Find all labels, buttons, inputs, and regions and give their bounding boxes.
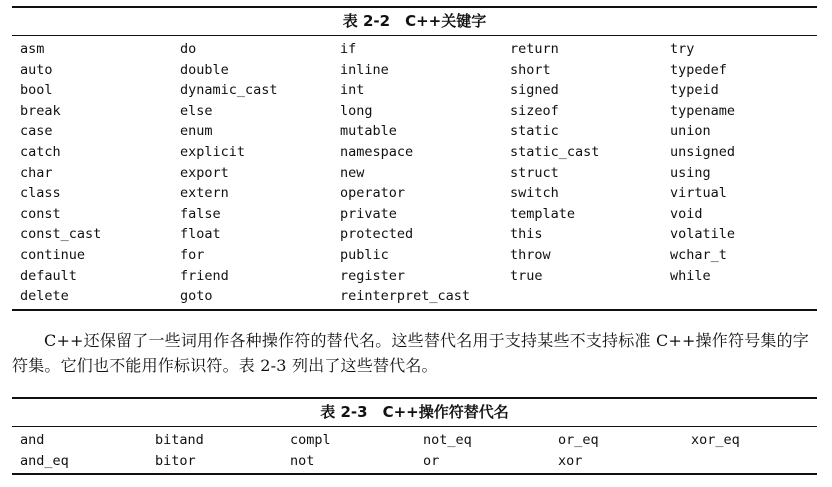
operator-name-cell: bitor <box>155 452 196 469</box>
operator-name-cell: and_eq <box>20 452 69 469</box>
keyword-cell: long <box>340 102 373 119</box>
operator-name-cell: not_eq <box>423 432 472 448</box>
keyword-cell: void <box>670 205 703 222</box>
keyword-cell: register <box>340 267 406 284</box>
keyword-cell <box>502 286 662 307</box>
keyword-cell: bool <box>20 82 53 99</box>
keyword-cell: volatile <box>670 226 736 243</box>
keyword-cell: float <box>180 226 221 243</box>
operator-name-cell: compl <box>290 432 331 448</box>
operator-name-cell: or <box>423 452 440 469</box>
keyword-cell: typename <box>670 102 736 119</box>
keyword-cell: goto <box>180 288 213 305</box>
keyword-cell: static_cast <box>510 143 600 160</box>
operator-name-cell <box>683 451 817 472</box>
operator-alternatives-table <box>12 397 817 475</box>
keyword-cell: auto <box>20 61 53 78</box>
keyword-cell: asm <box>20 41 45 57</box>
keywords-table-caption: 表 2-2 C++关键字 <box>12 8 817 36</box>
keyword-cell: class <box>20 185 61 202</box>
keyword-cell: namespace <box>340 143 414 160</box>
keyword-cell: case <box>20 123 53 140</box>
keyword-cell: typeid <box>670 82 719 99</box>
keyword-cell: short <box>510 61 551 78</box>
operator-name-cell: xor <box>558 452 583 469</box>
keyword-cell: struct <box>510 164 559 181</box>
keyword-cell: inline <box>340 61 389 78</box>
keyword-cell: throw <box>510 246 551 263</box>
keyword-cell: delete <box>20 288 69 305</box>
keyword-cell: if <box>340 41 357 57</box>
keyword-cell: break <box>20 102 61 119</box>
keyword-cell: typedef <box>670 61 727 78</box>
keyword-cell: const <box>20 205 61 222</box>
operator-alternatives-grid <box>12 427 817 473</box>
keyword-cell: do <box>180 41 197 57</box>
keyword-cell: true <box>510 267 543 284</box>
keyword-cell: for <box>180 246 205 263</box>
operator-name-cell: bitand <box>155 432 204 448</box>
keyword-cell: extern <box>180 185 229 202</box>
keyword-cell: dynamic_cast <box>180 82 278 99</box>
keyword-cell: new <box>340 164 365 181</box>
body-paragraph: C++还保留了一些词用作各种操作符的替代名。这些替代名用于支持某些不支持标准 C++操作符号集的字符集。它们也不能用作标识符。表 2-3 列出了这些替代名。 <box>12 331 809 375</box>
keyword-cell <box>662 286 817 307</box>
keywords-table <box>12 6 817 311</box>
keyword-cell: virtual <box>670 185 727 202</box>
keyword-cell: union <box>670 123 711 140</box>
keyword-cell: reinterpret_cast <box>340 288 471 305</box>
keyword-cell: while <box>670 267 711 284</box>
keyword-cell: unsigned <box>670 143 736 160</box>
keyword-cell: default <box>20 267 77 284</box>
keyword-cell: enum <box>180 123 213 140</box>
keyword-cell: return <box>510 41 559 57</box>
keyword-cell: double <box>180 61 229 78</box>
keyword-cell: explicit <box>180 143 246 160</box>
keyword-cell: template <box>510 205 576 222</box>
keyword-cell: else <box>180 102 213 119</box>
operator-alternatives-caption: 表 2-3 C++操作符替代名 <box>12 399 817 427</box>
operator-name-cell: xor_eq <box>691 432 740 448</box>
keyword-cell: wchar_t <box>670 246 727 263</box>
keyword-cell: protected <box>340 226 414 243</box>
keyword-cell: signed <box>510 82 559 99</box>
keyword-cell: mutable <box>340 123 397 140</box>
keyword-cell: export <box>180 164 229 181</box>
keyword-cell: static <box>510 123 559 140</box>
keyword-cell: continue <box>20 246 86 263</box>
keyword-cell: private <box>340 205 397 222</box>
keyword-cell: using <box>670 164 711 181</box>
keyword-cell: public <box>340 246 389 263</box>
keyword-cell: sizeof <box>510 102 559 119</box>
keyword-cell: int <box>340 82 365 99</box>
keyword-cell: false <box>180 205 221 222</box>
keyword-cell: this <box>510 226 543 243</box>
keyword-cell: switch <box>510 185 559 202</box>
keyword-cell: friend <box>180 267 229 284</box>
operator-name-cell: and <box>20 432 45 448</box>
keywords-grid <box>12 36 817 309</box>
keyword-cell: const_cast <box>20 226 102 243</box>
operator-name-cell: or_eq <box>558 432 599 448</box>
keyword-cell: operator <box>340 185 406 202</box>
operator-name-cell: not <box>290 452 315 469</box>
keyword-cell: try <box>670 41 695 57</box>
keyword-cell: char <box>20 164 53 181</box>
keyword-cell: catch <box>20 143 61 160</box>
